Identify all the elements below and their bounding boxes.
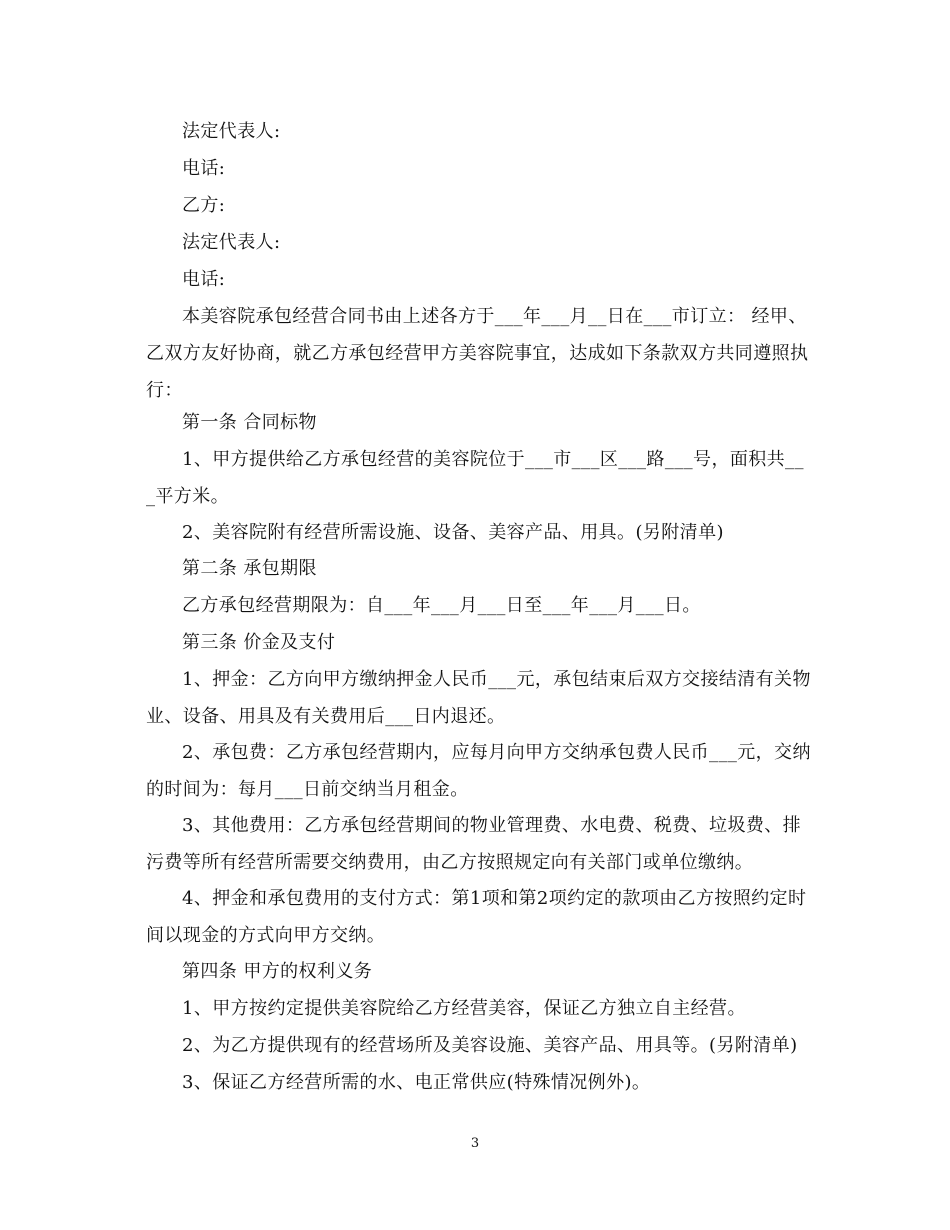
paragraph: [146, 187, 811, 224]
paragraph-text: 第二条 承包期限: [182, 558, 317, 579]
paragraph-text: 法定代表人:: [182, 232, 281, 253]
paragraph-text: 电话:: [182, 158, 226, 179]
paragraph-text: 3、其他费用：乙方承包经营期间的物业管理费、水电费、税费、垃圾费、排污费等所有经营所需要交纳费用，由乙方按照规定向有关部门或单位缴纳。: [146, 815, 802, 873]
paragraph: [146, 807, 811, 881]
paragraph-text: 2、美容院附有经营所需设施、设备、美容产品、用具。(另附清单): [182, 522, 724, 543]
paragraph: [146, 514, 811, 551]
paragraph: [146, 734, 811, 808]
paragraph-text: 第三条 价金及支付: [182, 632, 336, 653]
paragraph: [146, 113, 811, 150]
paragraph: [146, 990, 811, 1027]
paragraph: [146, 150, 811, 187]
paragraph-text: 电话:: [182, 269, 226, 290]
paragraph-text: 3、保证乙方经营所需的水、电正常供应(特殊情况例外)。: [182, 1072, 651, 1093]
paragraph-text: 2、为乙方提供现有的经营场所及美容设施、美容产品、用具等。(另附清单): [182, 1035, 798, 1056]
paragraph: [146, 261, 811, 298]
paragraph: [146, 298, 811, 409]
paragraph-text: 乙方承包经营期限为：自___年___月___日至___年___月___日。: [182, 595, 701, 616]
section-heading: [146, 404, 811, 441]
paragraph-text: 4、押金和承包费用的支付方式：第1项和第2项约定的款项由乙方按照约定时间以现金的方式向甲方交纳。: [146, 888, 807, 946]
paragraph: [146, 1027, 811, 1064]
section-heading: [146, 624, 811, 661]
section-heading: [146, 550, 811, 587]
paragraph: [146, 880, 811, 954]
paragraph: [146, 224, 811, 261]
paragraph-text: 本美容院承包经营合同书由上述各方于___年___月__日在___市订立： 经甲、乙双方友好协商，就乙方承包经营甲方美容院事宜，达成如下条款双方共同遵照执行：: [146, 306, 809, 401]
paragraph-text: 1、押金：乙方向甲方缴纳押金人民币___元，承包结束后双方交接结清有关物业、设备、用具及有关费用后___日内退还。: [146, 669, 811, 727]
paragraph-text: 2、承包费：乙方承包经营期内，应每月向甲方交纳承包费人民币___元，交纳的时间为：每月___日前交纳当月租金。: [146, 742, 811, 800]
paragraph: [146, 441, 811, 515]
paragraph-text: 乙方:: [182, 195, 226, 216]
paragraph: [146, 661, 811, 735]
paragraph: [146, 1064, 811, 1101]
page-number: 3: [470, 1136, 480, 1151]
paragraph-text: 法定代表人:: [182, 121, 281, 142]
paragraph-text: 1、甲方按约定提供美容院给乙方经营美容，保证乙方独立自主经营。: [182, 998, 746, 1019]
paragraph-text: 第四条 甲方的权利义务: [182, 961, 373, 982]
paragraph: [146, 587, 811, 624]
paragraph-text: 第一条 合同标物: [182, 412, 317, 433]
paragraph-text: 1、甲方提供给乙方承包经营的美容院位于___市___区___路___号，面积共___平方米。: [146, 449, 804, 507]
section-heading: [146, 953, 811, 990]
